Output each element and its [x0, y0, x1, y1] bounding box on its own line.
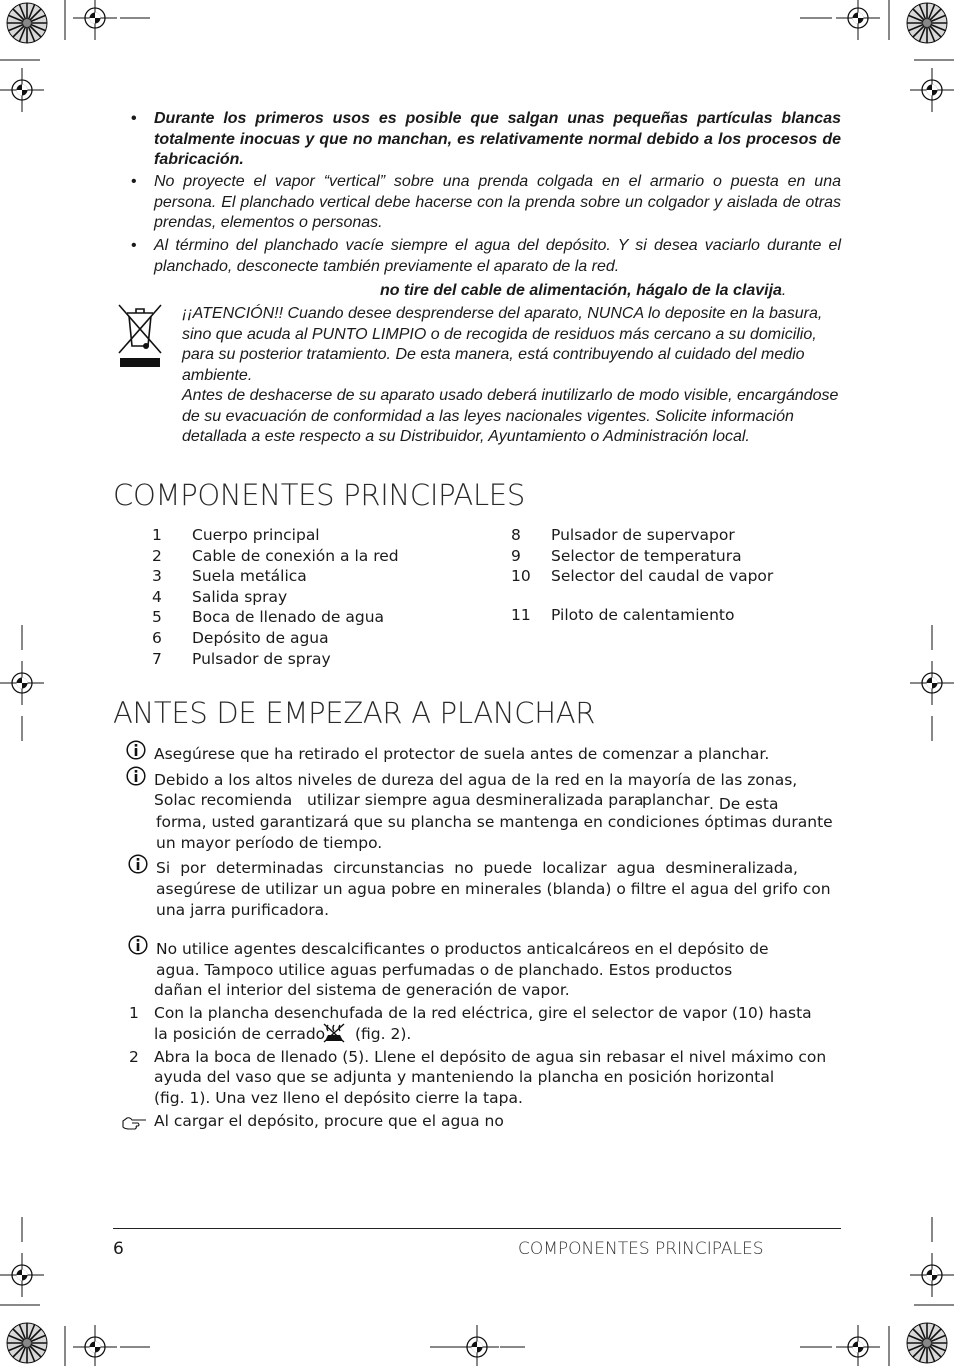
step-2-line-3: (fig. 1). Una vez lleno el depósito cierre la tapa.	[154, 1089, 523, 1107]
info-text-4-line-1: No utilice agentes descalcificantes o productos anticalcáreos en el depósito de	[156, 940, 769, 958]
bullet-text-1: Durante los primeros usos es posible que salgan unas pequeñas partículas blancas totalmente inocuas y que no manchan, es relativamente normal debido a los procesos de fabricación.	[154, 110, 841, 169]
bullet-text-2: No proyecte el vapor “vertical” sobre una prenda colgada en el armario o puesta en una persona. El planchado vertical debe hacerse con la prenda sobre un colgador y aislada de otras prendas, elementos o personas.	[154, 173, 841, 232]
component-label: Pulsador de supervapor	[551, 526, 735, 544]
component-label: Selector de temperatura	[551, 547, 742, 565]
weee-paragraph-2: Antes de deshacerse de su aparato usado deberá inutilizarlo de modo visible, encargándose de su evacuación de conformidad a las leyes nacionales vigentes. Solicite información detallada a este respecto a su Distribuidor, Ayuntamiento o Administración local.	[182, 387, 839, 446]
bullet-marker: •	[131, 173, 137, 190]
footer-section-title: COMPONENTES PRINCIPALES	[518, 1239, 764, 1259]
info-text-3-line-3: una jarra purificadora.	[156, 901, 330, 919]
info-text-2-line-1: Debido a los altos niveles de dureza del agua de la red en la mayoría de las zonas,	[154, 771, 798, 789]
step-1-line-2a: la posición de cerrado	[154, 1025, 326, 1043]
component-label: Cuerpo principal	[192, 526, 320, 544]
component-label: Salida spray	[192, 588, 288, 606]
component-number: 7	[152, 650, 162, 668]
component-number: 4	[152, 588, 162, 606]
bullet-text-3: Al término del planchado vacíe siempre el agua del depósito. Y si desea vaciarlo durante el planchado, desconecte también previamente el aparato de la red.	[154, 237, 841, 275]
pointing-hand-icon	[121, 1115, 147, 1131]
section-title-components: COMPONENTES PRINCIPALES	[113, 478, 525, 512]
component-number: 3	[152, 567, 162, 585]
component-number: 6	[152, 629, 162, 647]
component-label: Suela metálica	[192, 567, 307, 585]
bullet-marker: •	[131, 110, 137, 127]
info-text-3-line-1: Si por determinadas circunstancias no puede localizar agua desmineralizada,	[156, 859, 798, 877]
weee-paragraph-1: ¡¡ATENCIÓN!! Cuando desee desprenderse del aparato, NUNCA lo deposite en la basura, sino que acuda al PUNTO LIMPIO o de recogida de residuos más cercano a su domicilio, para su posterior tratamiento. De esta manera, está contribuyendo al cuidado del medio ambiente.	[182, 305, 823, 384]
component-label: Boca de llenado de agua	[192, 608, 385, 626]
weee-bin-icon	[117, 303, 163, 369]
step-2-line-2: ayuda del vaso que se adjunta y manteniendo la plancha en posición horizontal	[154, 1068, 775, 1086]
cable-warning	[380, 281, 786, 302]
info-icon	[126, 766, 146, 786]
step-1-line-1: Con la plancha desenchufada de la red eléctrica, gire el selector de vapor (10) hasta	[154, 1004, 812, 1022]
component-label: Piloto de calentamiento	[551, 606, 735, 624]
component-label: Pulsador de spray	[192, 650, 331, 668]
steam-off-icon	[322, 1023, 346, 1043]
component-number: 11	[511, 606, 531, 624]
component-number: 9	[511, 547, 521, 565]
bullet-marker: •	[131, 237, 137, 254]
footer-rule	[113, 1228, 841, 1229]
component-number: 2	[152, 547, 162, 565]
component-label: Selector del caudal de vapor	[551, 567, 774, 585]
cable-warning-bold: no tire del cable de alimentación, hágalo de la clavija	[380, 282, 782, 299]
info-text-4-line-2: agua. Tampoco utilice aguas perfumadas o de planchado. Estos productos	[156, 961, 733, 979]
info-text-2-line-3: forma, usted garantizará que su plancha se mantenga en condiciones óptimas durante	[156, 813, 833, 831]
component-number: 5	[152, 608, 162, 626]
info-text-2-line-2d: . De esta	[709, 795, 779, 813]
info-text-2-line-2b: utilizar siempre agua desmineralizada para	[307, 791, 644, 809]
step-number: 1	[129, 1004, 139, 1022]
component-number: 10	[511, 567, 531, 585]
info-text-3-line-2: asegúrese de utilizar un agua pobre en minerales (blanda) o filtre el agua del grifo con	[156, 880, 831, 898]
info-icon	[128, 854, 148, 874]
info-icon	[128, 935, 148, 955]
info-text-2-line-4: un mayor período de tiempo.	[156, 834, 383, 852]
step-1-line-2b: (fig. 2).	[355, 1025, 412, 1043]
info-text-1: Asegúrese que ha retirado el protector de suela antes de comenzar a planchar.	[154, 745, 770, 763]
info-text-2-line-2a: Solac recomienda	[154, 791, 293, 809]
step-2-line-1: Abra la boca de llenado (5). Llene el depósito de agua sin rebasar el nivel máximo con	[154, 1048, 827, 1066]
section-title-before-ironing: ANTES DE EMPEZAR A PLANCHAR	[113, 696, 596, 730]
component-number: 1	[152, 526, 162, 544]
component-label: Depósito de agua	[192, 629, 329, 647]
note-text: Al cargar el depósito, procure que el agua no	[154, 1112, 504, 1130]
info-text-2-line-2c: planchar	[642, 791, 710, 809]
info-text-4-line-3: dañan el interior del sistema de generación de vapor.	[154, 981, 570, 999]
cable-warning-end: .	[781, 282, 787, 299]
info-icon	[126, 740, 146, 760]
step-number: 2	[129, 1048, 139, 1066]
component-number: 8	[511, 526, 521, 544]
component-label: Cable de conexión a la red	[192, 547, 399, 565]
page-number: 6	[113, 1239, 124, 1259]
